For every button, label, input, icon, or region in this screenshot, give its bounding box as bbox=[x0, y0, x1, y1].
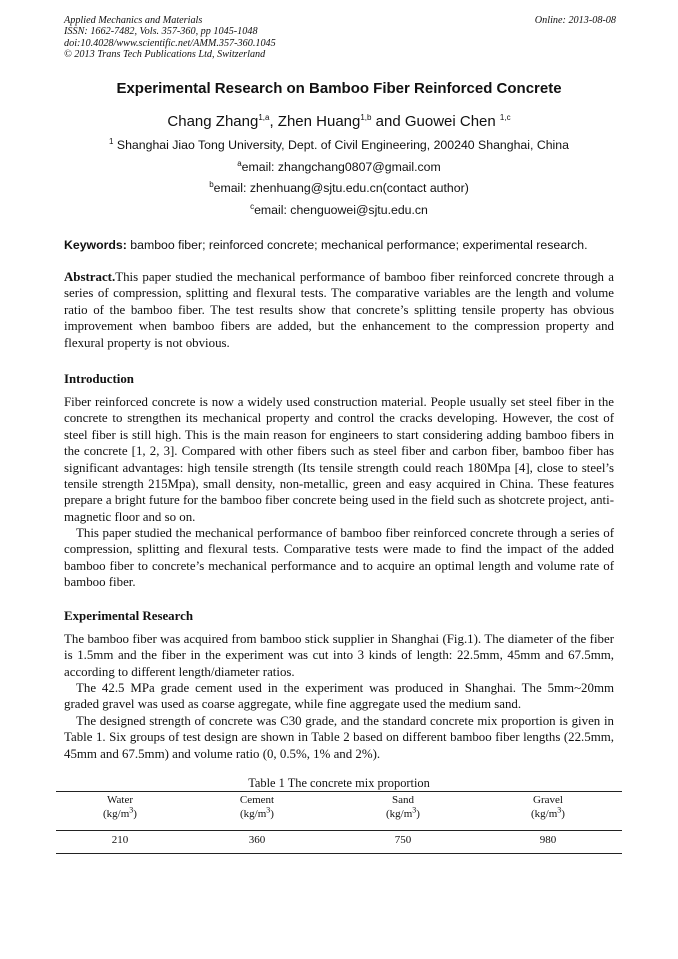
column-unit: $(kg/m^3)$ bbox=[103, 805, 137, 820]
affiliation bbox=[0, 138, 678, 152]
email-text: email: zhenhuang@sjtu.edu.cn(contact author) bbox=[213, 181, 469, 195]
author-separator: , bbox=[269, 113, 278, 130]
author-superscript: 1,a bbox=[258, 113, 270, 122]
keywords-label: Keywords: bbox=[64, 238, 127, 252]
column-unit: $(kg/m^3)$ bbox=[386, 805, 420, 820]
author-name: Guowei Chen bbox=[404, 113, 496, 130]
paper-title: Experimental Research on Bamboo Fiber Reinforced Concrete bbox=[116, 80, 562, 97]
email-text: email: chenguowei@sjtu.edu.cn bbox=[254, 203, 428, 217]
table-cell: 210 bbox=[111, 834, 129, 846]
column-name: Water bbox=[107, 794, 133, 806]
keywords-text: bamboo fiber; reinforced concrete; mechanical performance; experimental research. bbox=[126, 238, 588, 252]
author-name: Chang Zhang bbox=[167, 113, 259, 130]
affiliation-text: Shanghai Jiao Tong University, Dept. of Civil Engineering, 200240 Shanghai, China bbox=[113, 138, 569, 152]
author-name: Zhen Huang bbox=[277, 113, 361, 130]
email-superscript: b bbox=[209, 179, 214, 189]
email-superscript: a bbox=[237, 158, 242, 168]
table-header-cell bbox=[343, 793, 463, 821]
email-text: email: zhangchang0807@gmail.com bbox=[241, 160, 441, 174]
experimental-paragraph: The designed strength of concrete was C30 grade, and the standard concrete mix proportion is given in Table 1. Six groups of test design are shown in Table 2 based on different bamboo fiber lengths (22.5mm, 45mm and 67.5mm) and volume ratio (0, 0.5%, 1% and 2%). bbox=[64, 714, 614, 761]
abstract bbox=[64, 269, 614, 351]
email-superscript: c bbox=[250, 201, 255, 211]
column-name: Sand bbox=[392, 794, 414, 806]
column-name: Cement bbox=[239, 794, 275, 806]
journal-name: Applied Mechanics and Materials bbox=[64, 15, 203, 26]
table-top-rule bbox=[56, 791, 622, 792]
email-line bbox=[0, 181, 678, 195]
author-superscript: 1,b bbox=[360, 113, 372, 122]
abstract-text: This paper studied the mechanical performance of bamboo fiber reinforced concrete through a series of compression, splitting and flexural tests. The comparative variables are the length and volume ratio of the bamboo fiber. The test results show that concrete’s splitting tensile property has obvious improvement when bamboo fibers are added, but the enhancement to the compression property and flexural property is not obvious. bbox=[64, 270, 614, 350]
table-cell: 360 bbox=[248, 834, 266, 846]
table-header-cell bbox=[60, 793, 180, 821]
table-bottom-rule bbox=[56, 853, 622, 854]
author-separator: and bbox=[371, 113, 405, 130]
doi-line: doi:10.4028/www.scientific.net/AMM.357-360.1045 bbox=[64, 37, 276, 49]
experimental-paragraph: The 42.5 MPa grade cement used in the experiment was produced in Shanghai. The 5mm~20mm graded gravel was used as coarse aggregate, while fine aggregate used the medium sand. bbox=[64, 681, 614, 712]
issn-line: ISSN: 1662-7482, Vols. 357-360, pp 1045-1048 bbox=[64, 26, 258, 38]
email-line bbox=[0, 203, 678, 217]
section-heading-introduction: Introduction bbox=[64, 372, 134, 386]
table-caption: Table 1 The concrete mix proportion bbox=[248, 776, 430, 790]
table-mid-rule bbox=[56, 830, 622, 831]
introduction-paragraph: Fiber reinforced concrete is now a widely used construction material. People usually set steel fiber in the concrete to strengthen its mechanical property and control the cracks developing. However, the cost of steel fiber is still high. This is the main reason for engineers to start considering adding bamboo fibers in the concrete [1, 2, 3]. Compared with other fibers such as steel fiber and carbon fiber, bamboo fiber has significant advantages: high tensile strength (Its tensile strength could reach 180Mpa [4], close to steel’s tensile strength 215Mpa), small density, non-metallic, green and easy acquired in China. These features prepare a bright future for the bamboo fiber concrete being used in the field such as shotcrete project, anti-magnetic floor and so on. bbox=[64, 395, 614, 524]
table-header-cell bbox=[197, 793, 317, 821]
keywords bbox=[64, 238, 588, 252]
online-date: Online: 2013-08-08 bbox=[534, 15, 616, 26]
column-unit: $(kg/m^3)$ bbox=[240, 805, 274, 820]
abstract-label: Abstract. bbox=[64, 270, 116, 284]
introduction-paragraph: This paper studied the mechanical performance of bamboo fiber reinforced concrete through a series of compression, splitting and flexural tests. Comparative tests were made to find the impact of the added bamboo fiber to concrete’s mechanical performance and to acquire an optimal length and volume rate of bamboo fiber. bbox=[64, 526, 614, 590]
table-header-cell bbox=[488, 793, 608, 821]
affiliation-superscript: 1 bbox=[109, 136, 114, 146]
section-heading-experimental: Experimental Research bbox=[64, 609, 194, 623]
author-superscript: 1,c bbox=[499, 113, 511, 122]
column-unit: $(kg/m^3)$ bbox=[531, 805, 565, 820]
table-cell: 750 bbox=[394, 834, 412, 846]
column-name: Gravel bbox=[533, 794, 563, 806]
experimental-paragraph: The bamboo fiber was acquired from bamboo stick supplier in Shanghai (Fig.1). The diameter of the fiber is 1.5mm and the fiber in the experiment was cut into 3 kinds of length: 22.5mm, 45mm and 67.5mm, according to different length/diameter ratios. bbox=[64, 632, 614, 679]
journal-header bbox=[64, 15, 616, 60]
email-line bbox=[0, 160, 678, 174]
table-cell: 980 bbox=[539, 834, 557, 846]
copyright-line: © 2013 Trans Tech Publications Ltd, Switzerland bbox=[64, 48, 266, 60]
author-list bbox=[0, 113, 678, 130]
